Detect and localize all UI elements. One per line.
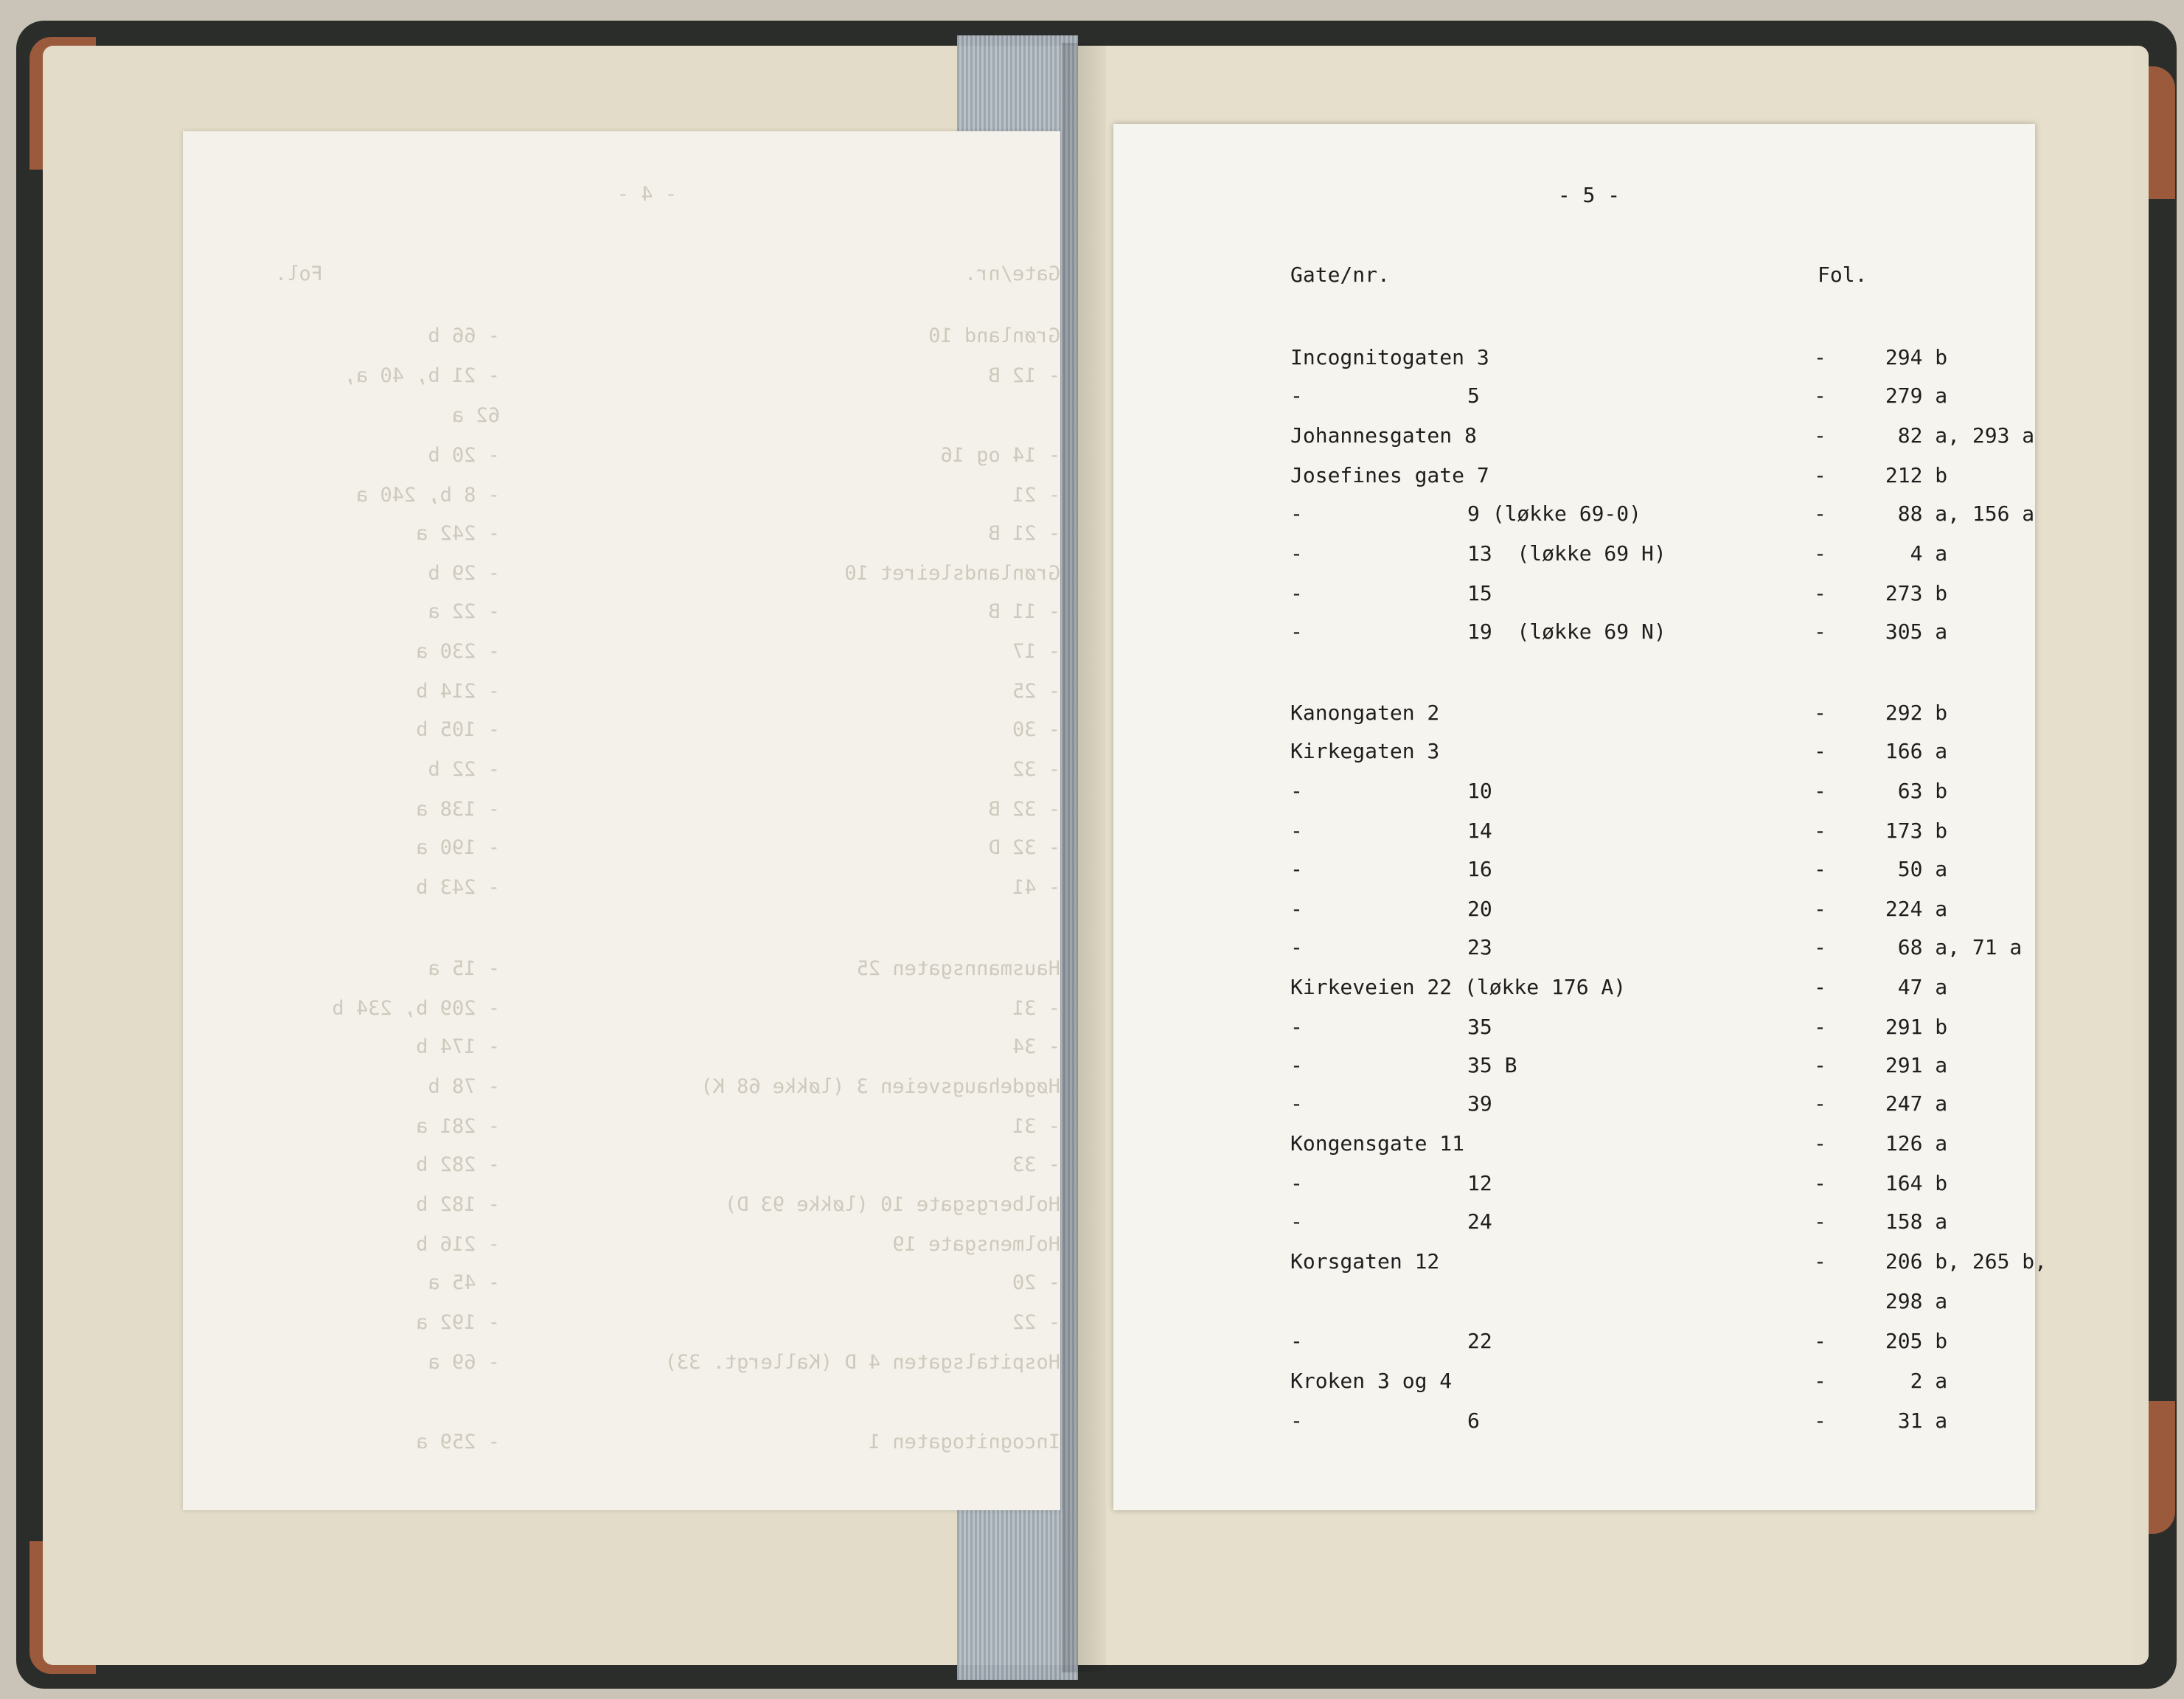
street-name: - [1290,383,1303,408]
dash-separator: - [1814,857,1826,881]
index-row [1113,1408,2035,1438]
folio-reference: 2 a [1873,1369,1948,1393]
folio-reference: 305 a [1873,619,1948,644]
ghost-street: - 21 B [988,522,1060,545]
ghost-street: - 12 B [988,364,1060,387]
street-name: - [1290,1329,1303,1353]
street-name: - [1290,1171,1303,1195]
folio-reference: 31 a [1873,1408,1948,1433]
ghost-street: - 11 B [988,600,1060,623]
street-name: Korsgaten 12 [1290,1249,1440,1274]
folio-reference: 164 b [1873,1171,1948,1195]
house-number: 20 [1467,897,1492,921]
ghost-street: Incognitogaten 1 [868,1431,1060,1453]
house-number: 9 (løkke 69-0) [1467,501,1642,526]
street-name: - [1290,1015,1303,1039]
ghost-folio: - 209 b, 234 b [332,997,500,1020]
index-row [1113,423,2035,453]
dash-separator: - [1814,1171,1826,1195]
ghost-folio: - 281 a [416,1115,500,1138]
ghost-street: - 31 [1012,997,1060,1020]
index-row [1113,975,2035,1004]
street-name: - [1290,619,1303,644]
ghost-street: - 32 D [988,836,1060,859]
ghost-folio: - 21 b, 40 a, [344,364,500,387]
folio-reference: 212 b [1873,463,1948,487]
dash-separator: - [1814,383,1826,408]
folio-reference: 279 a [1873,383,1948,408]
ghost-folio: - 214 b [416,680,500,703]
ghost-folio: - 15 a [428,957,500,980]
index-row [1113,501,2035,531]
house-number: 5 [1467,383,1480,408]
folio-reference: 292 b [1873,701,1948,725]
ghost-street: Grønlandsleiret 10 [844,562,1060,585]
index-row [1113,857,2035,886]
street-name: - [1290,779,1303,803]
folio-reference: 173 b [1873,819,1948,843]
house-number: 23 [1467,935,1492,959]
street-name: Kirkegaten 3 [1290,739,1440,763]
dash-separator: - [1814,423,1826,448]
folio-reference: 158 a [1873,1209,1948,1234]
house-number: 12 [1467,1171,1492,1195]
ghost-folio: - 22 a [428,600,500,623]
dash-separator: - [1814,739,1826,763]
street-name: Kongensgate 11 [1290,1131,1465,1156]
index-row [1113,1209,2035,1239]
ghost-street: Hausmannsgaten 25 [856,957,1060,980]
folio-reference: 68 a, 71 a [1873,935,2023,959]
ghost-folio: - 138 a [416,798,500,821]
ghost-street: Grønland 10 [928,324,1060,347]
ghost-folio: - 8 b, 240 a [355,484,500,507]
ghost-folio: - 190 a [416,836,500,859]
house-number: 15 [1467,581,1492,605]
ghost-street: - 30 [1012,718,1060,741]
ghost-street: Hospitalsgaten 4 D (Kallergt. 33) [664,1351,1060,1374]
ghost-folio: - 22 b [428,758,500,781]
folio-reference: 291 a [1873,1053,1948,1077]
index-row [1113,541,2035,571]
folio-reference: 4 a [1873,541,1948,566]
ghost-folio: - 174 b [416,1035,500,1058]
index-row [1113,1289,2035,1318]
index-row [1113,1091,2035,1121]
folio-reference: 273 b [1873,581,1948,605]
ghost-street: Holbergsgate 10 (løkke 93 D) [724,1193,1060,1216]
ghost-folio: - 230 a [416,640,500,663]
index-row [1113,819,2035,848]
ghost-folio: - 78 b [428,1075,500,1098]
dash-separator: - [1814,1015,1826,1039]
street-name: - [1290,935,1303,959]
left-page [183,131,1060,1510]
index-row [1113,779,2035,808]
page-number: - 5 - [1557,183,1621,207]
street-name: - [1290,1053,1303,1077]
dash-separator: - [1814,701,1826,725]
folio-reference: 291 b [1873,1015,1948,1039]
index-row [1113,1015,2035,1044]
ghost-folio: - 182 b [416,1193,500,1216]
street-name: - [1290,581,1303,605]
dash-separator: - [1814,541,1826,566]
folio-reference: 205 b [1873,1329,1948,1353]
ghost-street: - 25 [1012,680,1060,703]
folio-reference: 126 a [1873,1131,1948,1156]
ghost-street: - 33 [1012,1153,1060,1176]
gutter-shadow [1062,43,1106,1672]
ghost-folio: - 66 b [428,324,500,347]
street-name: Josefines gate 7 [1290,463,1489,487]
ghost-folio: - 20 b [428,444,500,467]
house-number: 35 [1467,1015,1492,1039]
ghost-folio: - 105 b [416,718,500,741]
index-row [1113,383,2035,413]
ghost-folio: - 29 b [428,562,500,585]
ghost-street: - 41 [1012,876,1060,899]
index-row [1113,345,2035,375]
folio-reference: 247 a [1873,1091,1948,1116]
dash-separator: - [1814,581,1826,605]
index-row [1113,1053,2035,1083]
index-row [1113,1369,2035,1398]
ghost-street: Høgdehaugsveien 3 (løkke 68 K) [700,1075,1060,1098]
dash-separator: - [1814,1369,1826,1393]
street-name: - [1290,541,1303,566]
dash-separator: - [1814,1408,1826,1433]
ghost-street: - 31 [1012,1115,1060,1138]
index-row [1113,1171,2035,1201]
right-page [1113,124,2048,1510]
ghost-folio: - 216 b [416,1233,500,1256]
header-fol: Fol. [1818,263,1868,287]
index-row [1113,935,2035,965]
dash-separator: - [1814,975,1826,999]
house-number: 16 [1467,857,1492,881]
street-name: - [1290,897,1303,921]
folio-reference: 224 a [1873,897,1948,921]
ghost-folio: - 243 b [416,876,500,899]
index-row [1113,463,2035,493]
house-number: 22 [1467,1329,1492,1353]
left-page-ghost-text [183,131,1060,1510]
ghost-folio: - 259 a [416,1431,500,1453]
house-number: 13 (løkke 69 H) [1467,541,1666,566]
street-name: Incognitogaten 3 [1290,345,1489,369]
dash-separator: - [1814,1249,1826,1274]
ghost-street: - 21 [1012,484,1060,507]
ghost-folio: - 282 b [416,1153,500,1176]
ghost-folio: 62 a [451,404,500,427]
dash-separator: - [1814,1053,1826,1077]
house-number: 14 [1467,819,1492,843]
street-name: - [1290,1408,1303,1433]
house-number: 19 (løkke 69 N) [1467,619,1666,644]
street-name: - [1290,819,1303,843]
header-gate-nr: Gate/nr. [1290,263,1390,287]
dash-separator: - [1814,1329,1826,1353]
ghost-folio: - 192 a [416,1311,500,1334]
folio-reference: 206 b, 265 b, [1873,1249,2048,1274]
dash-separator: - [1814,501,1826,526]
folio-reference: 50 a [1873,857,1948,881]
dash-separator: - [1814,779,1826,803]
dash-separator: - [1814,1209,1826,1234]
house-number: 39 [1467,1091,1492,1116]
dash-separator: - [1814,819,1826,843]
left-header-gate: Gate/nr. [964,263,1060,285]
index-row [1113,897,2035,926]
dash-separator: - [1814,1131,1826,1156]
ghost-street: - 32 B [988,798,1060,821]
index-row [1113,619,2035,649]
ghost-street: - 17 [1012,640,1060,663]
street-name: - [1290,1209,1303,1234]
ghost-folio: - 45 a [428,1271,500,1294]
folio-reference: 82 a, 293 a [1873,423,2035,448]
dash-separator: - [1814,935,1826,959]
index-row [1113,581,2035,611]
house-number: 10 [1467,779,1492,803]
left-header-fol: Fol. [274,263,323,285]
ghost-street: - 32 [1012,758,1060,781]
index-row [1113,1249,2048,1279]
ghost-street: - 34 [1012,1035,1060,1058]
ghost-street: - 22 [1012,1311,1060,1334]
dash-separator: - [1814,619,1826,644]
left-page-number: - 4 - [616,183,677,206]
house-number: 35 B [1467,1053,1517,1077]
index-row [1113,739,2035,768]
folio-reference: 88 a, 156 a [1873,501,2035,526]
street-name: - [1290,501,1303,526]
folio-reference: 298 a [1873,1289,1948,1313]
dash-separator: - [1814,897,1826,921]
index-row [1113,701,2035,730]
ghost-street: - 20 [1012,1271,1060,1294]
ghost-folio: - 69 a [428,1351,500,1374]
street-name: Kroken 3 og 4 [1290,1369,1453,1393]
house-number: 24 [1467,1209,1492,1234]
folio-reference: 166 a [1873,739,1948,763]
folio-reference: 47 a [1873,975,1948,999]
folio-reference: 63 b [1873,779,1948,803]
index-row [1113,1329,2035,1358]
ghost-street: Holmensgate 19 [892,1233,1060,1256]
house-number: 6 [1467,1408,1480,1433]
street-name: Johannesgaten 8 [1290,423,1477,448]
dash-separator: - [1814,345,1826,369]
dash-separator: - [1814,463,1826,487]
ghost-folio: - 242 a [416,522,500,545]
street-name: Kirkeveien 22 (løkke 176 A) [1290,975,1627,999]
street-name: Kanongaten 2 [1290,701,1440,725]
street-name: - [1290,1091,1303,1116]
folio-reference: 294 b [1873,345,1948,369]
dash-separator: - [1814,1091,1826,1116]
street-name: - [1290,857,1303,881]
index-row [1113,1131,2035,1161]
ghost-street: - 14 og 16 [940,444,1060,467]
